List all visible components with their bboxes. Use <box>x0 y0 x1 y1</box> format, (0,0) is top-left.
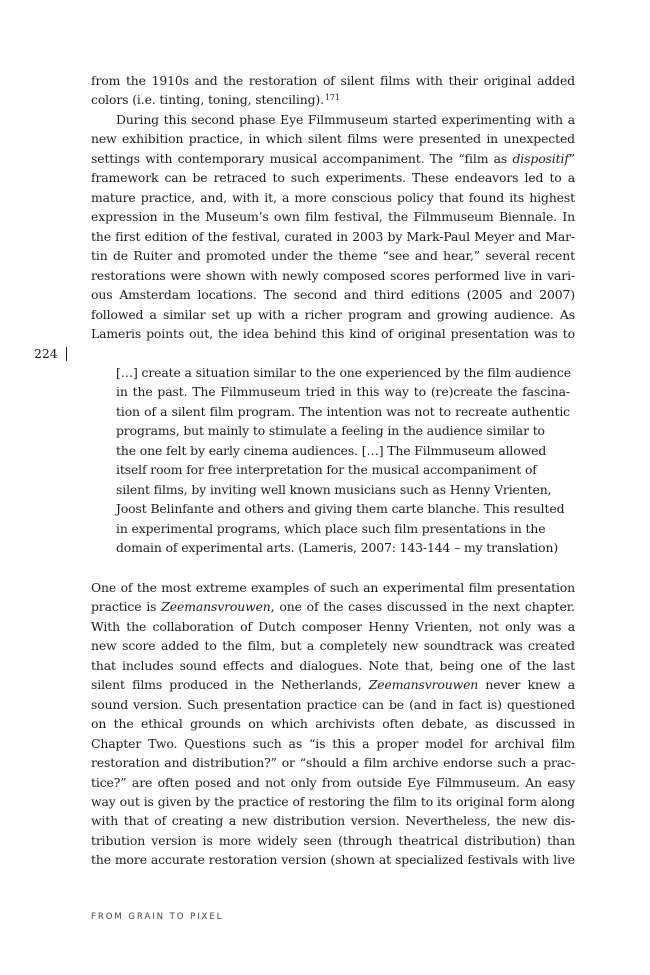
line-text: Chapter Two. Questions such as “is this a proper model for archival film <box>91 735 575 751</box>
paragraph-line <box>91 734 575 753</box>
italic-term: Zeemansvrouwen <box>161 599 271 615</box>
paragraph-line <box>91 578 575 597</box>
line-text: Lameris points out, the idea behind this kind of original presentation was to <box>91 325 575 341</box>
paragraph-line <box>91 792 575 811</box>
paragraph-line <box>91 285 575 304</box>
line-text: domain of experimental arts. (Lameris, 2007: 143-144 – my translation) <box>116 540 559 556</box>
paragraph-line <box>91 168 575 187</box>
line-text: During this second phase Eye Filmmuseum started experimenting with a <box>116 112 575 127</box>
paragraph-line <box>91 773 575 792</box>
line-text: tice?” are often posed and not only from outside Eye Filmmuseum. An easy <box>91 774 575 790</box>
line-text: that includes sound effects and dialogues. Note that, being one of the last <box>91 657 575 673</box>
line-text-tail: ” <box>568 150 575 166</box>
line-text: One of the most extreme examples of such an experimental film presentation <box>91 580 575 595</box>
line-text: new score added to the film, but a completely new soundtrack was created <box>91 638 575 654</box>
line-text: the more accurate restoration version (shown at specialized festivals with live <box>91 852 575 868</box>
paragraph-line <box>91 675 575 694</box>
line-text: the first edition of the festival, curated in 2003 by Mark-Paul Meyer and Mar- <box>91 228 575 244</box>
line-text: restorations were shown with newly composed scores performed live in vari- <box>91 267 575 283</box>
line-text: from the 1910s and the restoration of silent films with their original added <box>91 73 575 88</box>
line-text-tail: , one of the cases discussed in the next chapter. <box>270 599 575 615</box>
paragraph-line <box>91 266 575 285</box>
line-text-tail: never knew a <box>478 677 576 693</box>
line-text: programs, but mainly to stimulate a feeling in the audience similar to <box>116 423 545 439</box>
paragraph-line <box>91 753 575 772</box>
blockquote-line <box>116 363 570 382</box>
blockquote-line <box>116 460 570 479</box>
line-text: in the past. The Filmmuseum tried in this way to (re)create the fascina- <box>116 384 570 400</box>
paragraph-line <box>91 71 575 90</box>
blockquote-line <box>116 382 570 401</box>
line-text: sound version. Such presentation practice can be (and in fact is) questioned <box>91 696 575 712</box>
blockquote-line <box>116 499 570 518</box>
paragraph-line <box>91 188 575 207</box>
line-text: colors (i.e. tinting, toning, stenciling). <box>91 92 324 108</box>
line-text: expression in the Museum’s own film festival, the Filmmuseum Biennale. In <box>91 209 575 225</box>
line-text: silent films produced in the Netherlands, <box>91 677 369 693</box>
line-text: mature practice, and, with it, a more conscious policy that found its highest <box>91 189 575 205</box>
paragraph-line <box>91 90 575 109</box>
blockquote-line <box>116 538 570 557</box>
paragraph-line <box>91 207 575 226</box>
line-text: ous Amsterdam locations. The second and third editions (2005 and 2007) <box>91 287 575 303</box>
paragraph-line <box>91 850 575 869</box>
line-text: practice is <box>91 599 162 615</box>
line-text: in experimental programs, which place such film presentations in the <box>116 520 546 536</box>
line-text: tion of a silent film program. The intention was not to recreate authentic <box>116 403 570 419</box>
paragraph-line <box>91 129 575 148</box>
line-text: followed a similar set up with a richer program and growing audience. As <box>91 306 575 322</box>
line-text: tin de Ruiter and promoted under the theme “see and hear,” several recent <box>91 248 575 264</box>
paragraph-line <box>116 110 575 129</box>
paragraph-line <box>91 617 575 636</box>
line-text: framework can be retraced to such experiments. These endeavors led to a <box>91 170 575 186</box>
line-text: Joost Belinfante and others and giving them carte blanche. This resulted <box>116 501 565 517</box>
paragraph-line <box>91 305 575 324</box>
paragraph-line <box>91 656 575 675</box>
line-text: on the ethical grounds on which archivists often debate, as discussed in <box>91 716 575 732</box>
paragraph-line <box>91 636 575 655</box>
blockquote-line <box>116 480 570 499</box>
line-text: restoration and distribution?” or “should a film archive endorse such a prac- <box>91 755 575 771</box>
page-number-rule <box>66 347 67 361</box>
blockquote-line <box>116 519 570 538</box>
italic-term: Zeemansvrouwen <box>368 677 479 693</box>
paragraph-line <box>91 695 575 714</box>
line-text: new exhibition practice, in which silent films were presented in unexpected <box>91 131 575 147</box>
paragraph-line <box>91 227 575 246</box>
paragraph-line <box>91 149 575 168</box>
running-footer: FROM GRAIN TO PIXEL <box>91 912 224 922</box>
paragraph-line <box>91 597 575 616</box>
blockquote-line <box>116 421 570 440</box>
line-text: way out is given by the practice of restoring the film to its original form along <box>91 793 575 809</box>
paragraph-line <box>91 714 575 733</box>
paragraph-line <box>91 324 575 343</box>
line-text: silent films, by inviting well known musicians such as Henny Vrienten, <box>116 481 552 497</box>
blockquote-line <box>116 402 570 421</box>
line-text: itself room for free interpretation for the musical accompaniment of <box>116 462 537 478</box>
line-text: settings with contemporary musical accompaniment. The “film as <box>91 150 513 166</box>
italic-term: dispositif <box>512 150 569 166</box>
line-text: the one felt by early cinema audiences. […] The Filmmuseum allowed <box>116 442 547 458</box>
line-text: tribution version is more widely seen (through theatrical distribution) than <box>91 832 575 848</box>
paragraph-line <box>91 831 575 850</box>
line-text: […] create a situation similar to the one experienced by the film audience <box>116 365 571 380</box>
line-text: With the collaboration of Dutch composer Henny Vrienten, not only was a <box>91 618 575 634</box>
paragraph-line <box>91 811 575 830</box>
page-number: 224 <box>34 346 58 361</box>
line-text: with that of creating a new distribution version. Nevertheless, the new dis- <box>91 813 575 829</box>
footnote-reference[interactable]: 171 <box>324 93 340 103</box>
paragraph-line <box>91 246 575 265</box>
blockquote-line <box>116 441 570 460</box>
